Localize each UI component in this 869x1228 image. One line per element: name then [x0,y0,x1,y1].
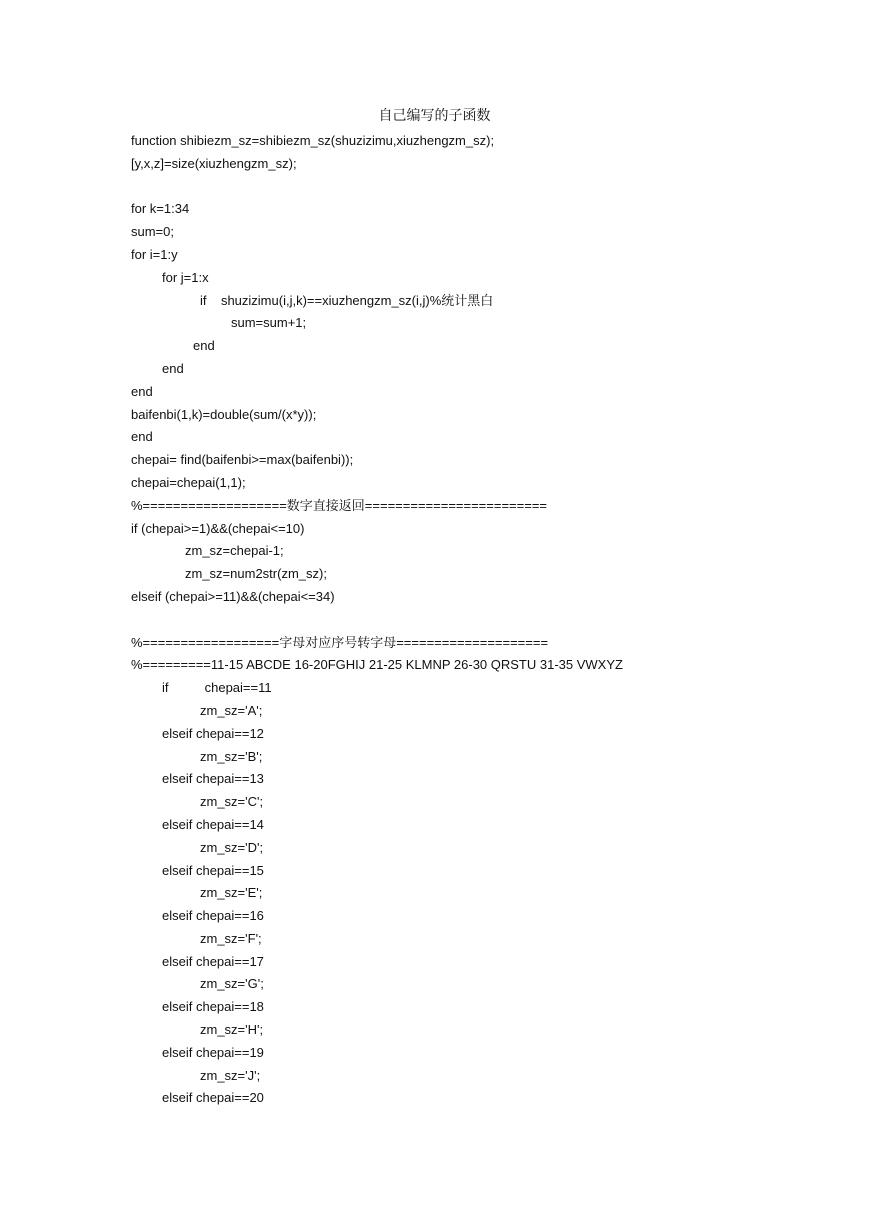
code-line: if shuzizimu(i,j,k)==xiuzhengzm_sz(i,j)%统计黑白 [200,292,494,308]
code-line: zm_sz='J'; [200,1067,261,1083]
code-line: zm_sz='D'; [200,839,264,855]
code-line [131,176,623,199]
code-line: chepai=chepai(1,1); [131,474,246,490]
code-block [131,130,623,1110]
code-line: zm_sz='H'; [200,1022,264,1038]
code-line: function shibiezm_sz=shibiezm_sz(shuzizimu,xiuzhengzm_sz); [131,133,495,148]
code-line: sum=0; [131,224,174,240]
code-line: zm_sz='E'; [200,885,263,901]
code-line: for i=1:y [131,246,178,262]
code-line: for k=1:34 [131,201,190,217]
code-line: end [193,338,215,354]
code-line: if chepai==11 [162,680,272,696]
code-line: elseif chepai==12 [162,725,264,741]
code-line: end [162,360,184,376]
document-title: 自己编写的子函数 [378,108,491,124]
code-line: sum=sum+1; [231,315,307,331]
code-line: elseif chepai==16 [162,908,264,924]
code-line [131,609,623,632]
code-line: zm_sz='B'; [200,748,263,764]
code-line: %==================字母对应序号转字母==================== [131,634,549,650]
code-line: zm_sz='F'; [200,930,262,946]
code-line: elseif chepai==14 [162,816,264,832]
code-line: zm_sz='A'; [200,702,263,718]
code-line: zm_sz=chepai-1; [185,543,284,559]
code-line: chepai= find(baifenbi>=max(baifenbi)); [131,452,354,468]
code-line: %=========11-15 ABCDE 16-20FGHIJ 21-25 KLMNP 26-30 QRSTU 31-35 VWXYZ [131,657,623,673]
code-line: elseif chepai==18 [162,999,264,1015]
code-line: [y,x,z]=size(xiuzhengzm_sz); [131,155,297,171]
code-line: elseif (chepai>=11)&&(chepai<=34) [131,588,335,604]
code-line: elseif chepai==13 [162,771,264,787]
code-line: elseif chepai==20 [162,1090,264,1106]
code-line: elseif chepai==19 [162,1044,264,1060]
code-line: end [131,383,153,399]
code-line: baifenbi(1,k)=double(sum/(x*y)); [131,406,317,422]
code-line: zm_sz='C'; [200,794,264,810]
code-line: zm_sz=num2str(zm_sz); [185,566,327,582]
code-line: zm_sz='G'; [200,976,264,992]
code-line: for j=1:x [162,269,209,285]
code-line: if (chepai>=1)&&(chepai<=10) [131,520,305,536]
code-line: %===================数字直接返回======================== [131,497,548,513]
code-line: end [131,429,153,445]
code-line: elseif chepai==17 [162,953,264,969]
code-line: elseif chepai==15 [162,862,264,878]
